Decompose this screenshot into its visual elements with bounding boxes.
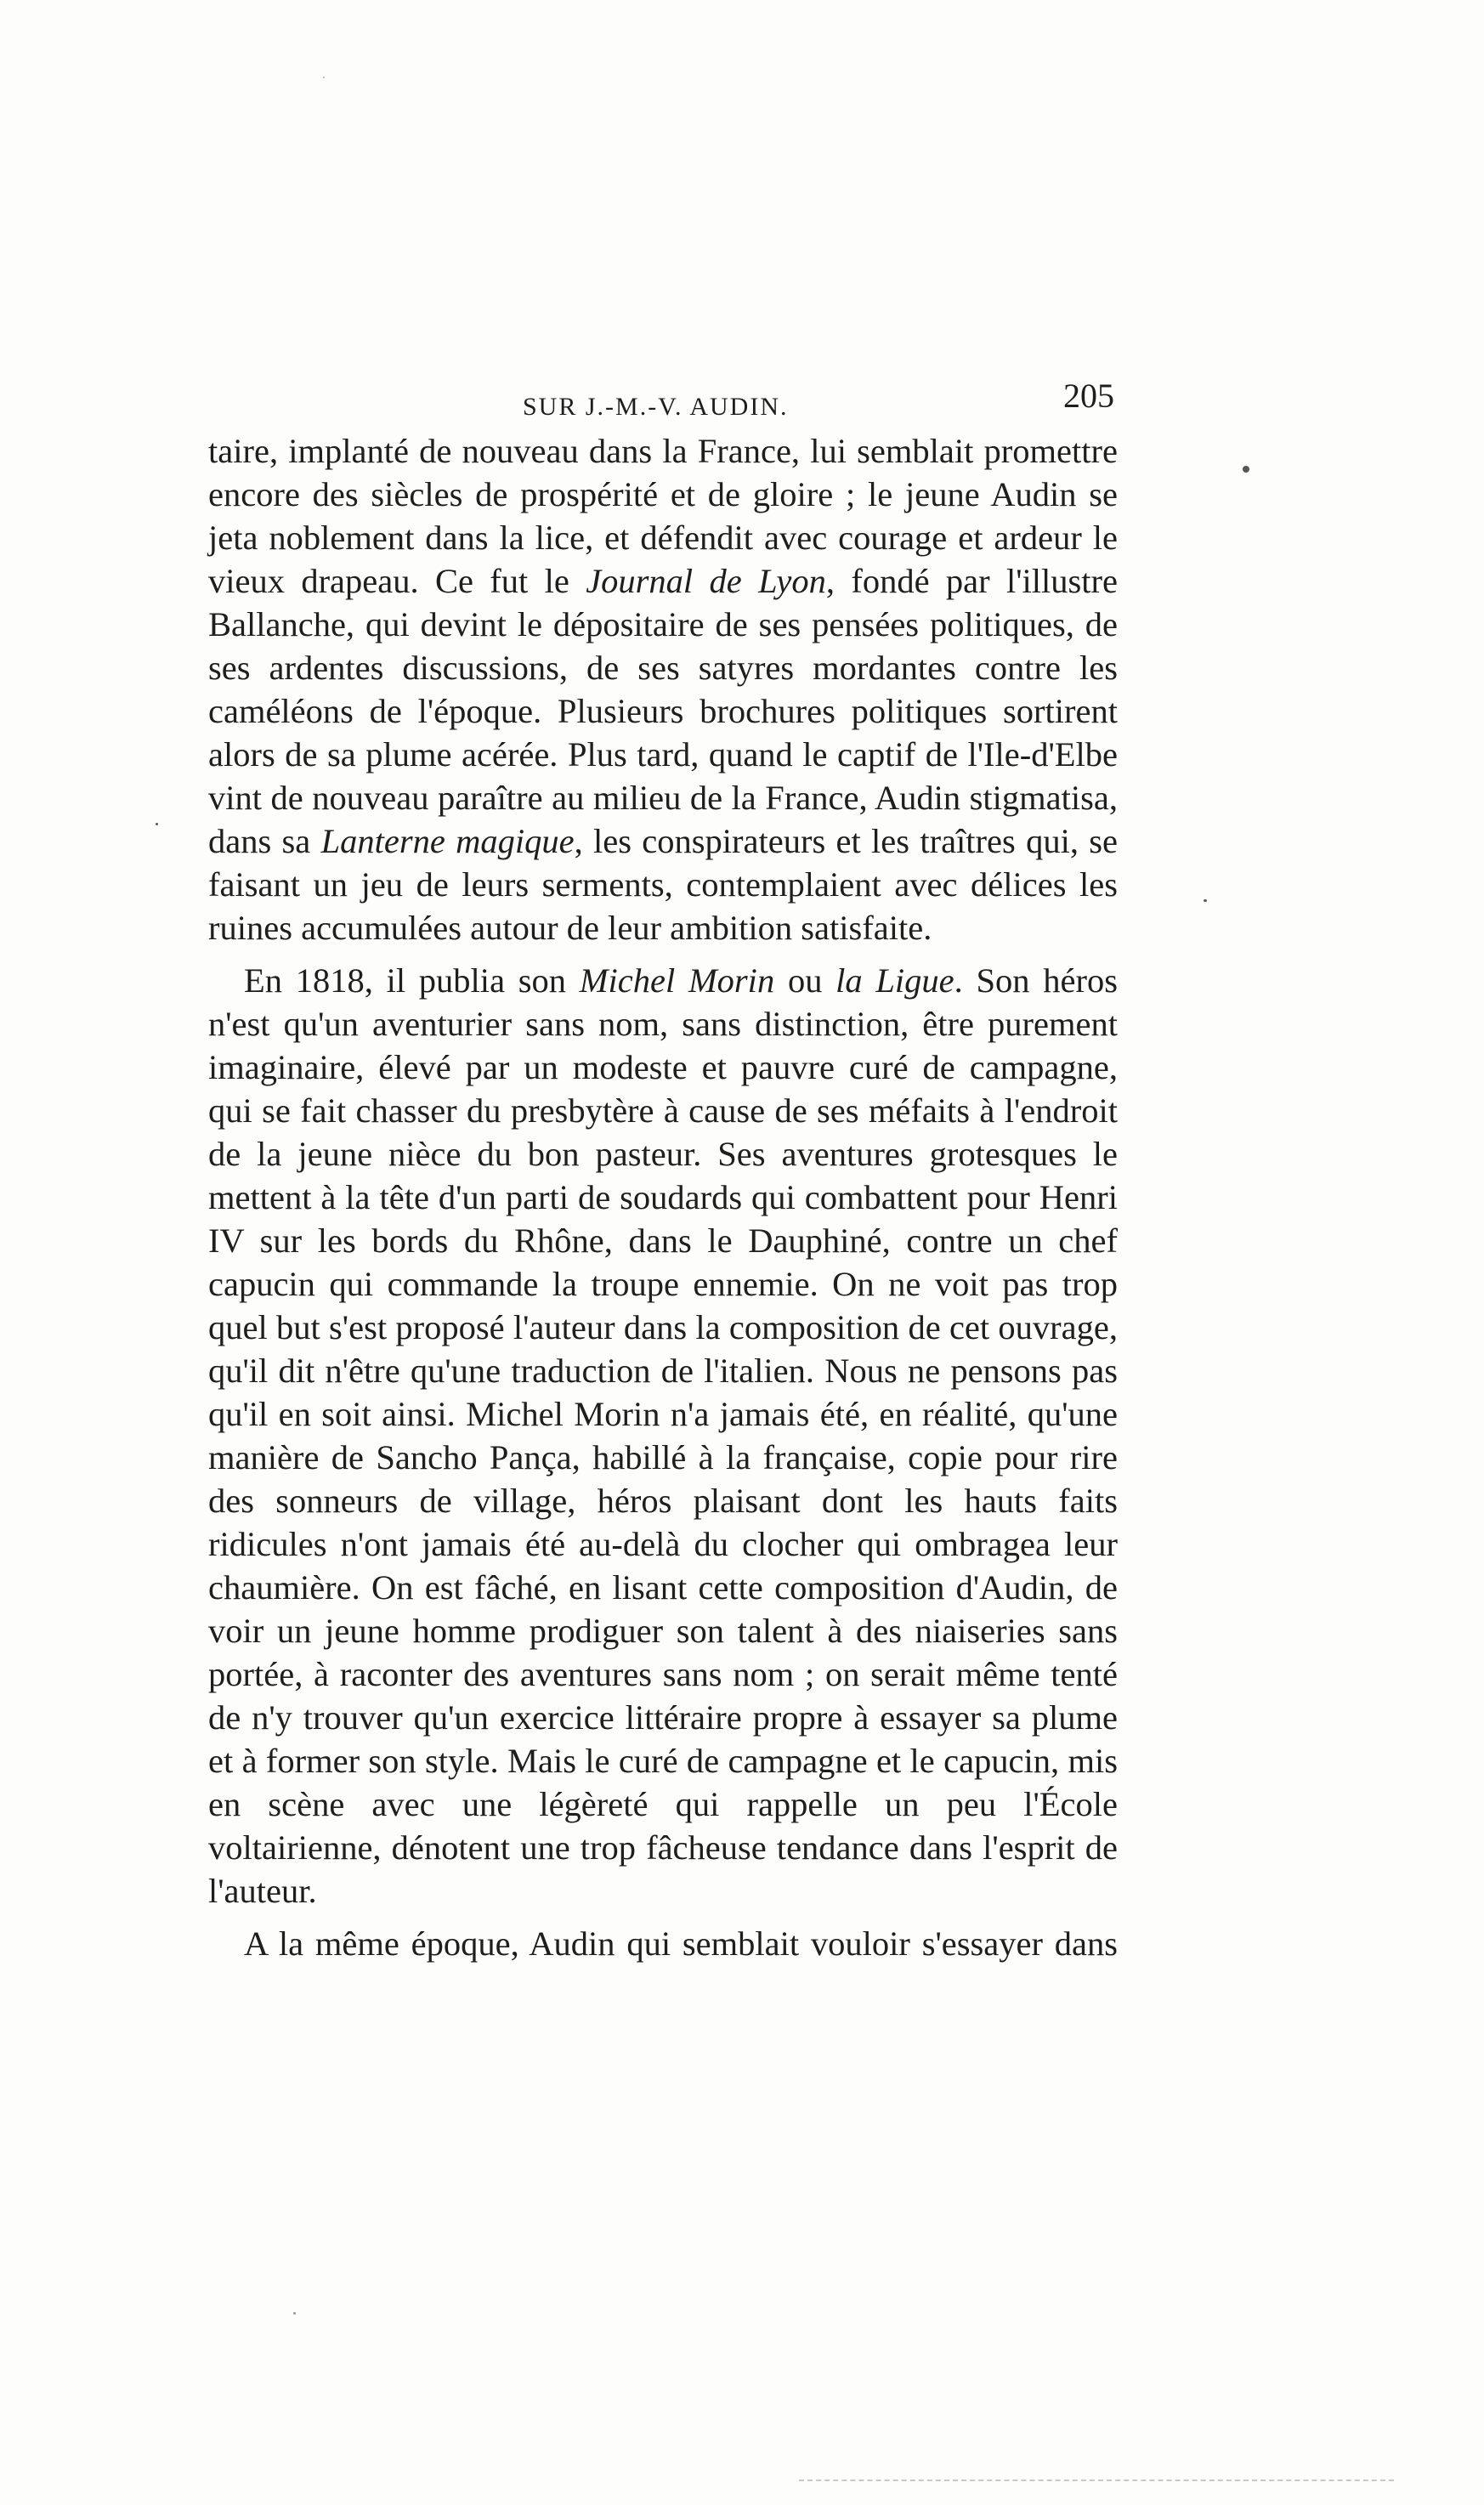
italic-michel-morin: Michel Morin	[579, 961, 775, 1000]
italic-la-ligue: la Ligue	[835, 961, 954, 1000]
paragraph-2	[208, 959, 1118, 1913]
running-head	[208, 374, 1118, 425]
paragraph-2-text-a: En 1818, il publia son	[244, 961, 567, 1000]
body-text	[208, 429, 1118, 1965]
ink-speck	[1243, 466, 1249, 473]
paragraph-1	[208, 429, 1118, 949]
paragraph-1-text-a: taire, implanté de nouveau dans la France, lui semblait promettre encore des siècles de prospérité et de gloire ; le jeune Audin se jeta noblement dans la lice, et défendit avec courage et ardeur le vieux drapeau. Ce fut le	[208, 432, 1118, 600]
paragraph-1-text-c: , les conspirateurs et les traîtres qui, se faisant un jeu de leurs serments, contemplaient avec délices les ruines accumulées autour de leur ambition satisfaite.	[208, 822, 1118, 947]
ink-speck	[156, 823, 158, 825]
paragraph-3	[208, 1922, 1118, 1965]
italic-lanterne-magique: Lanterne magique	[320, 822, 575, 860]
ink-speck	[1204, 899, 1207, 902]
running-title: SUR J.-M.-V. AUDIN.	[523, 393, 789, 421]
paragraph-2-text-c: . Son héros n'est qu'un aventurier sans nom, sans distinction, être purement imaginaire, élevé par un modeste et pauvre curé de campagne, qui se fait chasser du presbytère à cause de ses méfaits à l'endroit de la jeune nièce du bon pasteur. Ses aventures grotesques le mettent à la tête d'un parti de soudards qui combattent pour Henri IV sur les bords du Rhône, dans le Dauphiné, contre un chef capucin qui commande la troupe ennemie. On ne voit pas trop quel but s'est proposé l'auteur dans la composition de cet ouvrage, qu'il dit n'être qu'une traduction de l'italien. Nous ne pensons pas qu'il en soit ainsi. Michel Morin n'a jamais été, en réalité, qu'une manière de Sancho Pança, habillé à la française, copie pour rire des sonneurs de village, héros plaisant dont les hauts faits ridicules n'ont jamais été au-delà du clocher qui ombragea leur chaumière. On est fâché, en lisant cette composition d'Audin, de voir un jeune homme prodiguer son talent à des niaiseries sans portée, à raconter des aventures sans nom ; on serait même tenté de n'y trouver qu'un exercice littéraire propre à essayer sa plume et à former son style. Mais le curé de campagne et le capucin, mis en scène avec une légèreté qui rappelle un peu l'École voltairienne, dénotent une trop fâcheuse tendance dans l'esprit de l'auteur.	[208, 961, 1119, 1910]
italic-journal-de-lyon: Journal de Lyon	[586, 562, 826, 600]
ink-speck	[293, 2312, 296, 2315]
page-number: 205	[1063, 377, 1114, 415]
paragraph-3-text: A la même époque, Audin qui semblait vouloir s'essayer dans	[244, 1924, 1118, 1963]
footer-rule	[799, 2479, 1394, 2481]
paragraph-2-text-b: ou	[787, 961, 823, 1000]
paragraph-1-text-b: , fondé par l'illustre Ballanche, qui devint le dépositaire de ses pensées politiques, de ses ardentes discussions, de ses satyres mordantes contre les caméléons de l'époque. Plusieurs brochures politiques sortirent alors de sa plume acérée. Plus tard, quand le captif de l'Ile-d'Elbe vint de nouveau paraître au milieu de la France, Audin stigmatisa, dans sa	[208, 562, 1118, 860]
ink-speck	[323, 77, 325, 78]
